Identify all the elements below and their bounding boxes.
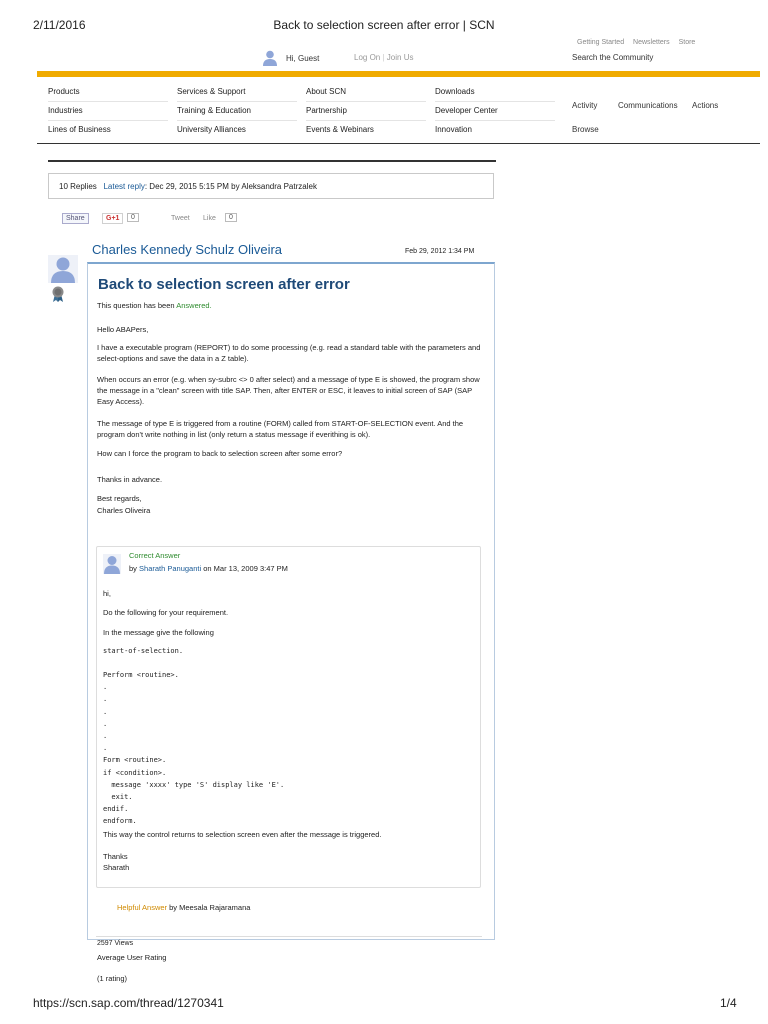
nav-item-training-education[interactable]: Training & Education: [177, 102, 297, 121]
helpful-answer-label: Helpful Answer: [117, 903, 168, 912]
search-community[interactable]: Search the Community: [572, 53, 654, 62]
question-regards: Best regards,: [97, 494, 142, 503]
nav-item-university-alliances[interactable]: University Alliances: [177, 125, 246, 134]
rank-badge-icon: [51, 286, 65, 302]
print-url[interactable]: https://scn.sap.com/thread/1270341: [33, 996, 224, 1010]
question-greeting: Hello ABAPers,: [97, 325, 149, 334]
header-divider: [37, 143, 760, 144]
rating-count: (1 rating): [97, 974, 128, 983]
question-paragraph-3: The message of type E is triggered from a routine (FORM) called from START-OF-SELECTION event. And the program don't write nothing in list (only return a status message if everithing is ok).: [97, 419, 464, 439]
answer-line-2: In the message give the following: [103, 628, 214, 637]
nav-item-developer-center[interactable]: Developer Center: [435, 102, 555, 121]
answered-status: [97, 300, 487, 311]
join-us-link[interactable]: Join Us: [386, 53, 414, 62]
answer-byline: [129, 564, 288, 573]
nav-column-4: [435, 83, 555, 139]
answer-code-routine: Perform <routine>. . . . . . . Form <routine>. if <condition>. message 'xxxx' type 'S' display like 'E'. exit. endif. endform.: [103, 671, 285, 826]
average-rating-label: Average User Rating: [97, 953, 167, 962]
correct-answer-label: Correct Answer: [129, 551, 181, 560]
answer-signature: Sharath: [103, 863, 130, 872]
nav-item-innovation[interactable]: Innovation: [435, 125, 472, 134]
guest-greeting: Hi, Guest: [286, 54, 320, 63]
helpful-answer-author[interactable]: by Meesala Rajaramana: [167, 903, 251, 912]
tweet-button[interactable]: Tweet: [171, 215, 190, 222]
auth-links: Log On | Join Us: [354, 53, 414, 62]
answer-code-start: start-of-selection.: [103, 647, 184, 655]
gplus-button[interactable]: G+1: [102, 213, 123, 224]
nav-item-events-webinars[interactable]: Events & Webinars: [306, 125, 374, 134]
answer-thanks: Thanks: [103, 852, 128, 861]
author-avatar-icon[interactable]: [48, 255, 78, 283]
answer-greeting: hi,: [103, 589, 111, 598]
print-date: 2/11/2016: [33, 18, 86, 32]
question-title: Back to selection screen after error: [98, 276, 350, 293]
latest-reply-info: : Dec 29, 2015 5:15 PM by Aleksandra Patrzalek: [144, 182, 317, 191]
answer-author-link[interactable]: Sharath Panuganti: [139, 564, 202, 573]
question-paragraph-4: How can I force the program to back to selection screen after some error?: [97, 449, 343, 458]
nav-column-1: [48, 83, 168, 139]
nav-browse[interactable]: Browse: [572, 125, 599, 134]
nav-item-lines-of-business[interactable]: Lines of Business: [48, 125, 111, 134]
question-author[interactable]: Charles Kennedy Schulz Oliveira: [92, 242, 283, 257]
stats-divider: [96, 936, 482, 937]
log-on-link[interactable]: Log On: [354, 53, 381, 62]
answer-by-prefix: by: [129, 564, 140, 573]
share-button[interactable]: Share: [62, 213, 89, 224]
newsletters-link[interactable]: Newsletters: [633, 39, 670, 46]
top-links: [577, 39, 702, 46]
helpful-answer: [117, 903, 250, 912]
getting-started-link[interactable]: Getting Started: [577, 39, 625, 46]
latest-reply-link[interactable]: Latest reply: [103, 182, 145, 191]
nav-item-products[interactable]: Products: [48, 83, 168, 102]
answered-word: Answered.: [176, 301, 212, 310]
question-thanks: Thanks in advance.: [97, 475, 163, 484]
nav-column-2: [177, 83, 297, 139]
answer-line-1: Do the following for your requirement.: [103, 608, 229, 617]
thread-divider: [48, 160, 496, 162]
brand-bar: [37, 71, 760, 77]
nav-item-industries[interactable]: Industries: [48, 102, 168, 121]
like-button[interactable]: Like: [203, 215, 216, 222]
nav-activity[interactable]: Activity: [572, 101, 598, 110]
print-title: Back to selection screen after error | SCN: [273, 18, 495, 32]
thread-summary: [48, 173, 494, 199]
answered-prefix: This question has been: [97, 301, 177, 310]
view-count: 2597 Views: [97, 940, 134, 947]
answer-explanation: This way the control returns to selection screen even after the message is triggered.: [103, 830, 382, 839]
question-paragraph-2: When occurs an error (e.g. when sy-subrc <> 0 after select) and a message of type E is showed, the program show the message in a "clean" screen with title SAP. Then, after ENTER or ESC, it leaves to initial screen of SAP (SAP Easy Access).: [97, 375, 480, 406]
nav-item-partnership[interactable]: Partnership: [306, 102, 426, 121]
print-page-number: 1/4: [720, 996, 737, 1010]
answer-date: on Mar 13, 2009 3:47 PM: [201, 564, 288, 573]
answer-avatar-icon[interactable]: [103, 554, 121, 574]
gplus-count: 0: [127, 213, 139, 222]
question-date: Feb 29, 2012 1:34 PM: [405, 248, 475, 255]
store-link[interactable]: Store: [678, 39, 696, 46]
like-count: 0: [225, 213, 237, 222]
question-paragraph-1: I have a executable program (REPORT) to do some processing (e.g. read a standard table with the parameters and select-options and save the data in a Z table).: [97, 343, 481, 363]
nav-item-services-support[interactable]: Services & Support: [177, 83, 297, 102]
guest-avatar-icon: [263, 50, 277, 66]
reply-count: 10 Replies: [59, 182, 97, 191]
nav-communications[interactable]: Communications: [618, 101, 678, 110]
nav-actions[interactable]: Actions: [692, 101, 719, 110]
nav-item-downloads[interactable]: Downloads: [435, 83, 555, 102]
question-signature: Charles Oliveira: [97, 506, 151, 515]
nav-column-3: [306, 83, 426, 139]
nav-item-about-scn[interactable]: About SCN: [306, 83, 426, 102]
